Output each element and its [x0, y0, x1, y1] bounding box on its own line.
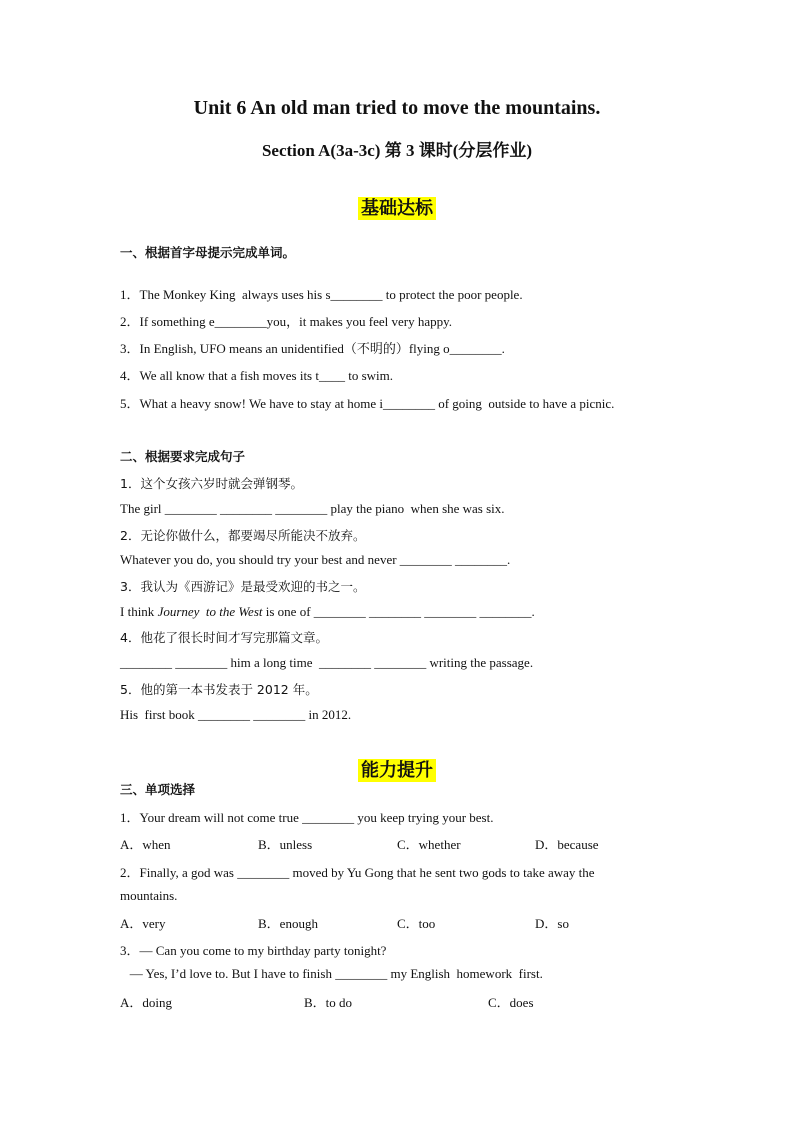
part1-item-4: 4．We all know that a fish moves its t____ to swim.	[120, 368, 394, 383]
part2-item-3-chinese: 3．我认为《西游记》是最受欢迎的书之一。	[120, 579, 366, 594]
part2-item-4-chinese: 4．他花了很长时间才写完那篇文章。	[120, 630, 328, 645]
part2-item-5-chinese: 5．他的第一本书发表于 2012 年。	[120, 682, 318, 697]
part2-item-2-english: Whatever you do, you should try your best and never ________ ________.	[120, 552, 511, 567]
q2-option-b: B．enough	[258, 916, 318, 931]
q2-option-d: D．so	[535, 916, 569, 931]
q1-stem: 1．Your dream will not come true ________ you keep trying your best.	[120, 810, 494, 825]
q2-option-a: A．very	[120, 916, 166, 931]
part2-item-1-english: The girl ________ ________ ________ play the piano when she was six.	[120, 501, 505, 516]
q3-stem-line2: — Yes, I’d love to. But I have to finish ________ my English homework first.	[120, 966, 543, 981]
part2-item-1-chinese: 1．这个女孩六岁时就会弹钢琴。	[120, 476, 303, 491]
advanced-level-label: 能力提升	[358, 759, 436, 782]
q1-option-c: C．whether	[397, 837, 461, 852]
part2-item-4-english: ________ ________ him a long time ________ ________ writing the passage.	[120, 655, 534, 670]
part2-item-3-pre: I think	[120, 604, 158, 619]
part2-item-3-english	[120, 604, 535, 620]
part2-item-3-post: is one of ________ ________ ________ ________.	[262, 604, 535, 619]
part2-item-5-english: His first book ________ ________ in 2012.	[120, 707, 352, 722]
q2-stem-line1: 2．Finally, a god was ________ moved by Yu Gong that he sent two gods to take away the	[120, 865, 595, 880]
worksheet-title: Unit 6 An old man tried to move the mountains.	[193, 97, 601, 119]
part2-item-2-chinese: 2．无论你做什么，都要竭尽所能决不放弃。	[120, 528, 366, 543]
part1-item-1: 1．The Monkey King always uses his s________ to protect the poor people.	[120, 287, 523, 302]
q3-stem-line1: 3．— Can you come to my birthday party tonight?	[120, 943, 387, 958]
basic-level-badge	[0, 194, 794, 220]
q3-option-c: C．does	[488, 995, 534, 1010]
part1-item-5: 5．What a heavy snow! We have to stay at home i________ of going outside to have a picnic.	[120, 396, 615, 411]
basic-level-label: 基础达标	[358, 197, 436, 220]
q1-option-b: B．unless	[258, 837, 313, 852]
q3-option-b: B．to do	[304, 995, 353, 1010]
part1-item-2: 2．If something e________you，it makes you feel very happy.	[120, 314, 453, 329]
q1-option-a: A．when	[120, 837, 171, 852]
part2-heading: 二、根据要求完成句子	[120, 449, 246, 464]
q2-option-c: C．too	[397, 916, 436, 931]
book-title-italic: Journey to the West	[157, 604, 263, 619]
part3-heading: 三、单项选择	[120, 782, 196, 797]
q3-option-a: A．doing	[120, 995, 173, 1010]
part1-item-3: 3．In English, UFO means an unidentified（不明的）flying o________.	[120, 341, 505, 356]
q2-stem-line2: mountains.	[120, 888, 178, 903]
advanced-level-badge	[0, 756, 794, 782]
part1-heading: 一、根据首字母提示完成单词。	[120, 245, 296, 260]
worksheet-subtitle: Section A(3a-3c) 第 3 课时(分层作业)	[261, 141, 533, 160]
q1-option-d: D．because	[535, 837, 599, 852]
